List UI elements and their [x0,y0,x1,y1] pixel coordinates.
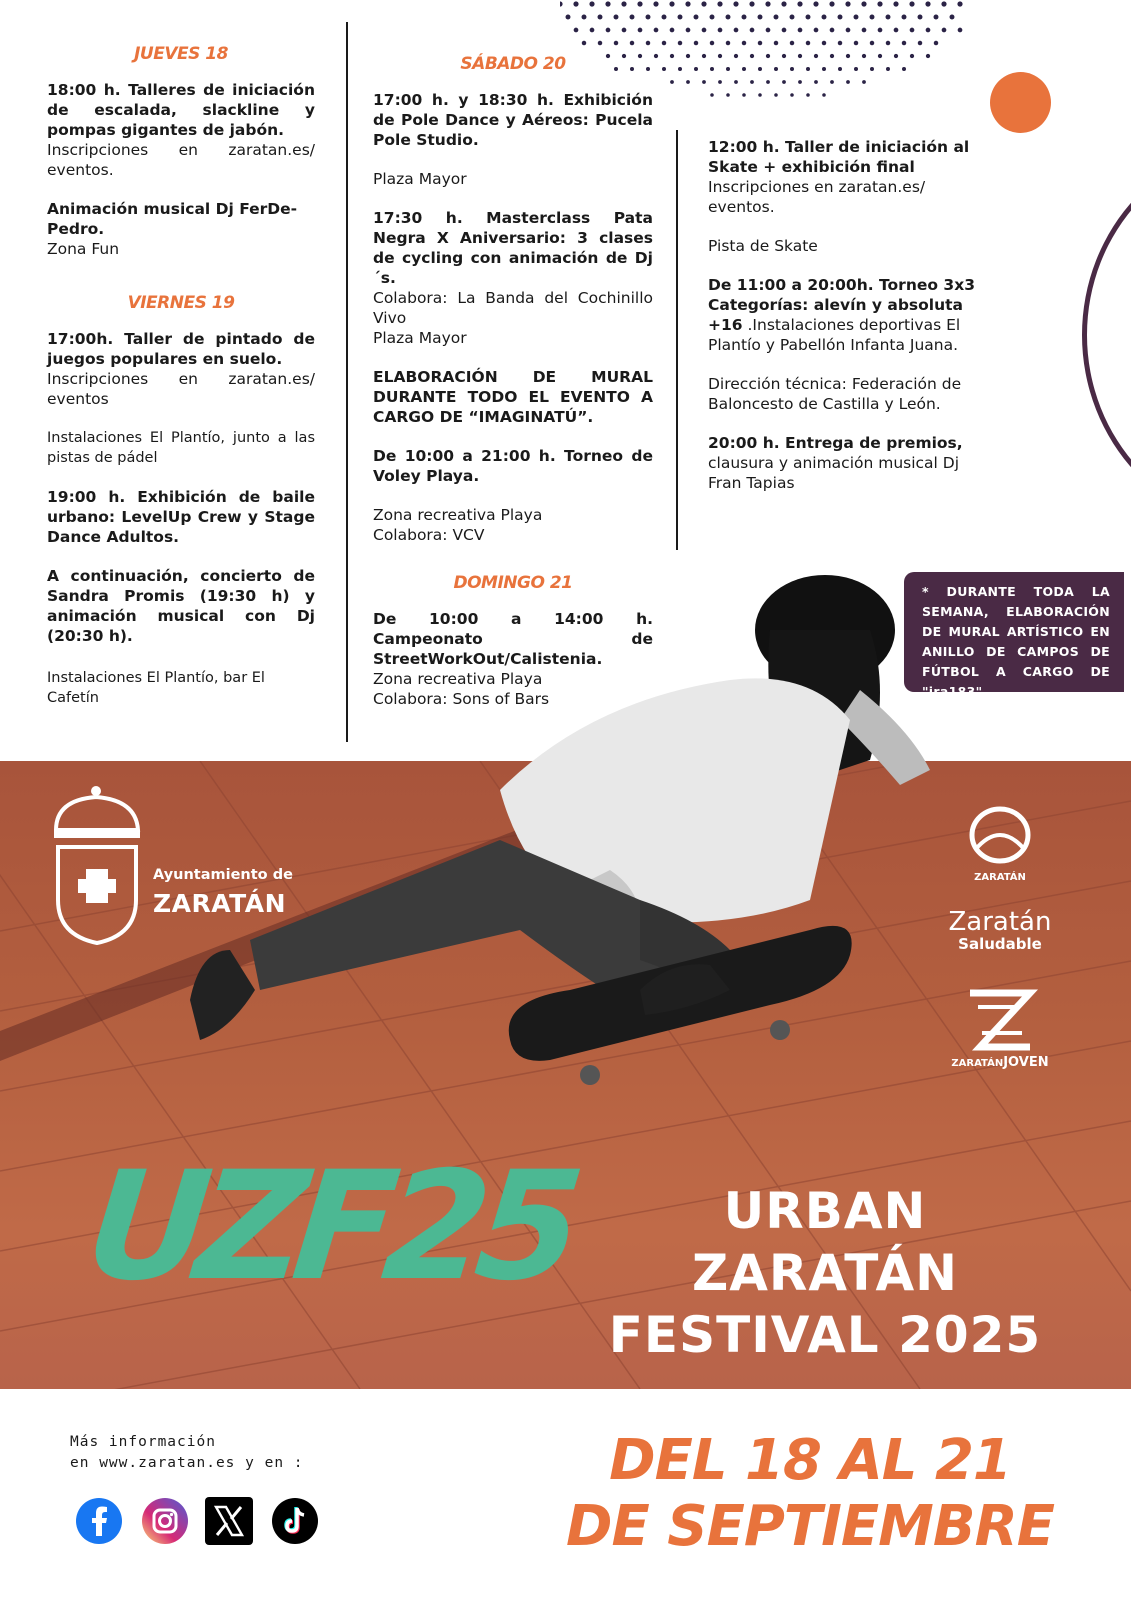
event-title: ELABORACIÓN DE MURAL DURANTE TODO EL EVENTO A CARGO DE “IMAGINATÚ”. [373,368,653,426]
ayuntamiento-coat-of-arms [46,785,166,955]
festival-title-line2: FESTIVAL 2025 [608,1306,1042,1364]
event-info: Inscripciones en zaratan.es/ eventos [47,370,315,408]
day-heading-jueves: JUEVES 18 [134,44,228,64]
column-divider-2 [676,130,678,550]
zaratan-saludable-logo [930,907,1070,955]
event-item [708,137,980,217]
escuela-deportiva-logo [955,790,1045,880]
event-title: 18:00 h. Talleres de iniciación de escalada, slackline y pompas gigantes de jabón. [47,81,315,139]
event-title: 17:00h. Taller de pintado de juegos populares en suelo. [47,330,315,368]
dates-line2: DE SEPTIEMBRE [566,1494,1054,1559]
day-heading-domingo: DOMINGO 21 [453,573,573,593]
decorative-purple-ring [1082,140,1131,530]
x-icon[interactable] [204,1496,254,1546]
event-item [373,208,653,348]
event-item [47,80,315,180]
zaratan-joven-logo [960,985,1040,1055]
escuela-deportiva-label: ZARATÁN [974,872,1026,883]
event-place: .Instalaciones deportivas El Plantío y Pabellón Infanta Juana. [708,316,961,354]
event-place: Instalaciones El Plantío, bar El Cafetín [47,670,265,706]
saludable-tagline: Saludable [958,935,1042,953]
event-title: A continuación, concierto de Sandra Promis (19:30 h) y animación musical con Dj (20:30 h). [47,567,315,645]
uzf25-logo: UZF25 [78,1140,579,1314]
ayuntamiento-name: ZARATÁN [153,889,287,918]
event-dates [560,1428,1060,1560]
event-title: Animación musical Dj FerDe-Pedro. [47,200,298,238]
festival-title-line1: URBAN ZARATÁN [691,1182,959,1302]
zaratan-joven-label [930,1055,1070,1070]
facebook-icon[interactable] [74,1496,124,1546]
event-collab: Colabora: Sons of Bars [373,690,550,708]
event-collab: Colabora: VCV [373,526,485,544]
event-item [47,199,315,259]
schedule-column-3 [708,137,980,512]
mural-note-box: * DURANTE TODA LA SEMANA, ELABORACIÓN DE MURAL ARTÍSTICO EN ANILLO DE CAMPOS DE FÚTBOL A CARGO DE "ira183". [904,572,1124,692]
dates-line1: DEL 18 AL 21 [609,1428,1011,1493]
event-place: Plaza Mayor [373,329,467,347]
ayuntamiento-label: Ayuntamiento de [153,867,293,883]
event-place: Plaza Mayor [373,170,467,188]
more-info-line2: en www.zaratan.es y en : [70,1455,304,1471]
event-info: Inscripciones en zaratan.es/ eventos. [47,141,315,179]
event-place: Zona recreativa Playa [373,506,543,524]
event-place: Zona Fun [47,240,120,258]
event-title: 17:30 h. Masterclass Pata Negra X Aniversario: 3 clases de cycling con animación de Dj´s. [373,209,653,287]
event-place: Instalaciones El Plantío, junto a las pistas de pádel [47,430,315,466]
decorative-orange-circle [990,72,1051,133]
event-title: 20:00 h. Entrega de premios, [708,434,963,452]
more-info-line1: Más información [70,1434,216,1450]
saludable-name: Zaratán [948,907,1052,937]
event-place: Zona recreativa Playa [373,670,543,688]
event-title: 19:00 h. Exhibición de baile urbano: LevelUp Crew y Stage Dance Adultos. [47,488,315,546]
tiktok-icon[interactable] [270,1496,320,1546]
joven-suffix: JOVEN [1003,1055,1049,1070]
event-item [373,505,653,545]
event-collab: Colabora: La Banda del Cochinillo Vivo [373,289,653,327]
event-item [47,329,315,409]
day-heading-sabado: SÁBADO 20 [460,54,566,74]
festival-title [590,1180,1060,1366]
event-info: Dirección técnica: Federación de Baloncesto de Castilla y León. [708,375,962,413]
event-title: 12:00 h. Taller de iniciación al Skate + exhibición final [708,138,970,176]
more-info [70,1432,304,1474]
event-item [708,275,980,355]
event-title: 17:00 h. y 18:30 h. Exhibición de Pole Dance y Aéreos: Pucela Pole Studio. [373,91,653,149]
day-heading-viernes: VIERNES 19 [127,293,235,313]
event-place: Pista de Skate [708,237,818,255]
event-title: De 10:00 a 21:00 h. Torneo de Voley Playa. [373,447,653,485]
event-item [708,433,980,493]
event-title: De 10:00 a 14:00 h. Campeonato de StreetWorkOut/Calistenia. [373,610,653,668]
event-title: De 11:00 a 20:00h. Torneo 3x3 Categorías: alevín y absoluta +16 [708,276,975,334]
partner-logos [930,790,1070,1070]
instagram-icon[interactable] [140,1496,190,1546]
event-info: Inscripciones en zaratan.es/ eventos. [708,178,926,216]
joven-prefix: ZARATÁN [951,1058,1004,1069]
event-info: clausura y animación musical Dj Fran Tapias [708,454,960,492]
